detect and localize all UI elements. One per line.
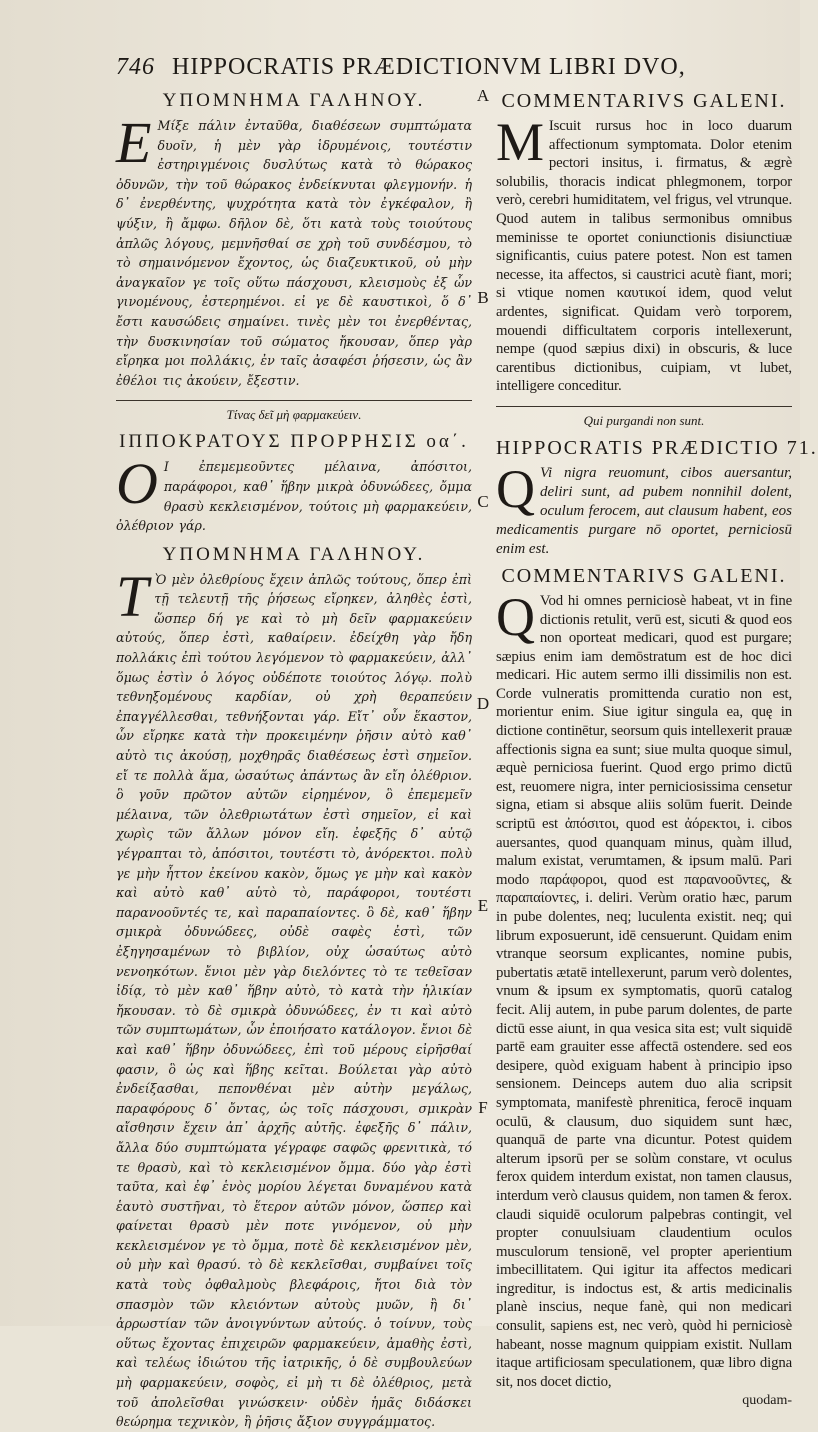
margin-letter-f: F	[478, 1098, 488, 1117]
latin-commentary2-text: Vod hi omnes perniciosè habeat, vt in fine dictionis retulit, verū est, sicuti & quod eos non oporteat medicari, quod est purgare; sæpius enim iam demōstratum est de hoc dici medicari. Hic autem sermo illi dissimilis non est. Corde vulneratis promittenda curatio non est, morientur enim. Siue igitur singula ea, quę in dictione continētur, seorsum quis intellexerit prauæ affectionis signa ea sunt; siue multa quoque simul, æquè perniciosa fuerint. Quod ergo primo dictū est, reuomere nigra, inter perniciosissima censetur signa, etiam si absque aliis solūm fuerit. Deinde scriptū est ἀπόσιτοι, quod est ἀόρεκτοι, i. cibos auersantes, quod quanquam minus, quàm illud, malum existat, verumtamen, & ipsum malū. Pari modo παράφοροι, quod est παρανοοῦντες, & παραπαίοντες, i. deliri. Verùm oratio hæc, parum in pube dolentes, neq; luculenta existit. neq; qui librum exposuerunt, idē censuerunt. Quidam enim vtranque seorsum explicantes, nomine pubis, pubertatis ætatē intellexerunt, parum verò dolentes, vnum & ipsum ex symptomatis, quorū catalog fecit. Alij autem, in pube parum dolentes, de parte dictū esse aiunt, in qua vesica sita est; vult siquidē partē eam grauiter esse affectā ostendere. sed eos desipere, quòd exiguam habent à principio ipso sensionem. Deinceps autem duo alia scripsit symptomata, manifestè phrenitica, ferocē inquam oculū, & clausum, duo siquidem sunt hæc, quanquā de parte vna dicuntur. Potest quidem alterum ipsorū per se solùm constare, vt oculus ferox quidem interdum existat, non tamen clausus, interdum verò clausus quidem, non tamen & ferox. claudi siquidē oculorum palpebras contingit, vel propter conuulsiuam claudentium oculos musculorum tensionē, vel propter aperientium imbecillitatem. Qui igitur ita affectos medicari ingreditur, is indoctus est, & artis medicinalis planè inscius, neque fanè, qui non medicari consulit, sapiens est, nec verò, quòd hi perniciosè habeant, nosse magnum quippiam existit. Nullam itaque artificiosam speculationem, quæ libro digna sit, nos docet dictio,	[496, 592, 792, 1390]
latin-aphorism	[496, 458, 792, 559]
greek-commentary2-dropcap: T	[116, 563, 149, 629]
greek-commentary2-title: ΥΠΟΜΝΗΜΑ ΓΑΛΗΝΟΥ.	[162, 543, 426, 565]
latin-commentary1-dropcap: M	[496, 112, 544, 172]
latin-commentary1-title: COMMENTARIVS GALENI.	[501, 90, 787, 112]
greek-commentary2-text: Ὸ μὲν ὀλεθρίους ἔχειν ἀπλῶς τούτους, ὅπερ ἐπὶ τῇ τελευτῇ τῆς ῥήσεως εἴρηκεν, ἀληθὲς ἐστὶ, ὥσπερ δή γε καὶ τὸ μὴ δεῖν φαρμακεύειν αὐτούς, ὅπερ ἐστὶ, καθαίρειν. ἐδείχθη γὰρ ἤδη πολλάκις ἐπὶ τούτου λεγόμενον τὸ φαρμακεύειν, ἀλλ᾽ ὅμως ἐστὶν ὁ λόγος οὐδέποτε τοιούτος λόγῳ. πολὺ τεθνηξομένους καρδίαν, οὐ χρὴ θεραπεύειν ἐπαγγέλλεσθαι, τεθνήξονται γάρ. Εἴτ᾽ οὖν ἕκαστον, ὧν εἴρηκε κατὰ τὴν προκειμένην ῥῆσιν αὐτὸ καθ᾽ αὑτὸ τις ἀκούσῃ, μοχθηρᾶς διαθέσεως ἐστὶ σημεῖον. εἴ τε πολλὰ ἅμα, ὡσαύτως ἀπάντως ἂν εἴη ὀλέθριον. ὃ γοῦν πρῶτον αὐτῶν εἰρημένον, ὃ ἐπεμεμεῖν μέλαινα, τῶν ὀλεθριωτάτων ἐστὶ σημεῖον, εἰ καὶ χωρὶς τῶν ἄλλων μόνον εἴη. ἐφεξῆς δ᾽ αὐτῷ γέγραπται τὸ, ἀπόσιτοι, τουτέστι τὸ, ἀνόρεκτοι. πολὺ γε μὴν ἧττον ἐκείνου κακὸν, ὅμως γε μὴν καὶ κακὸν καὶ αὐτὸ καθ᾽ αὑτὸ τὸ, παράφοροι, τουτέστι παρανοοῦντές τε, καὶ παραπαίοντες. ὃ δὲ, καθ᾽ ἥβην σμικρὰ ὀδυνώδεες, οὐδὲ σαφὲς ἐστὶ, τῶν ἐξηγησαμένων τὸ βιβλίον, οὐχ ὡσαύτως αὐτὸ νενοηκότων. ἔνιοι μὲν γὰρ διελόντες τὸ τε τεθεῖσαν ἰδίᾳ, τὸ μὲν καθ᾽ ἥβην αὐτὸ, τὸ κατὰ τὴν ἡλικίαν ἤκουσαν. τὸ δὲ σμικρὰ ὀδυνώδεες, ἐν τι καὶ αὐτὸ τῶν συμπτωμάτων, ὧν ἐποιήσατο κατάλογον. ἔνιοι δὲ καὶ καθ᾽ ἥβην ὀδυνώδεες, ἐπὶ τοῦ μέρους εἰρῆσθαί φασιν, ὃ ὡς καὶ ἥβης κεῖται. Βούλεται γὰρ αὐτὸ ἐνδείξασθαι, πεπονθέναι μὲν αὐτὴν μεγάλως, παραφόρους δ᾽ ὄντας, ὡς τοῖς πάσχουσι, σμικρὰν αἴσθησιν ἔχειν ἀπ᾽ ἀρχῆς αὐτῆς. ἐφεξῆς δ᾽ πάλιν, ἄλλα δύο συμπτώματα γέγραφε σαφῶς φρενιτικὰ, τό τε θρασὺ, καὶ τὸ κεκλεισμένον ὄμμα. δύο γὰρ ἐστὶ ταῦτα, καὶ ἐφ᾽ ἑνὸς μορίου λέγεται δυναμένου κατὰ ἑαυτὸ συστῆναι, τὸ ἕτερον αὐτῶν μόνον, ὥσπερ καὶ φαίνεται θρασὺ μὲν ποτε γινόμενον, οὐ μὴν κεκλεισμένον γε τὸ ὄμμα, ποτὲ δὲ κεκλεισμένον μὲν, οὐ μὴν καὶ θρασύ. τὸ δὲ κεκλεῖσθαι, συμβαίνει τοῖς κατὰ τοὺς ὀφθαλμοὺς βλεφάροις, ἤτοι διὰ τὸν σπασμὸν τῶν κλειόντων αὐτοὺς μυῶν, ἢ δι᾽ ἀρρωστίαν τῶν ἀνοιγνύντων αὐτούς. ὁ τοίνυν, τοὺς οὕτως ἔχοντας ἐπιχειρῶν φαρμακεύειν, ἀμαθὴς ἐστὶ, καὶ τελέως ἰδιώτου τῆς ἰατρικῆς, ὁ δὲ συμβουλεύων μὴ φαρμακεύειν, σοφὸς, εἰ μὴ τι δὲ ὀλέθριος, μετὰ τοῦ ἀπολεῖσθαι γινώσκειν· οὐδὲν ἡμᾶς διδάσκει θεώρημα τεχνικὸν, ἢ ῥῆσις ἄξιον συγγράμματος.	[116, 571, 472, 1430]
greek-commentary1-dropcap: E	[116, 110, 152, 175]
latin-commentary1	[496, 112, 792, 396]
catchword: quodam-	[742, 1393, 792, 1409]
margin-letter-e: E	[477, 896, 489, 915]
greek-commentary1-text: Μίξε πάλιν ἐνταῦθα, διαθέσεων συμπτώματα δυοῖν, ἡ μὲν γὰρ ἱδρυμένοις, τουτέστιν ἐστηριγμένοις δυσλύτως κατὰ τὸ θώρακος ὀδυνῶν, τὴν τοῦ θώρακος ἐνδείκνυται φλεγμονήν. ἡ δ᾽ ἐνερθέντης, ψυχρότητα κατὰ τὸν ἐγκέφαλον, ἢ ψύξιν, ἢ ἄμφω. δῆλον δὲ, ὅτι κατὰ τοὺς τοιούτους ἀπλῶς λόγους, μεμνῆσθαί σε χρὴ τοῦ συνδέσμου, τὸ τὸ σημαινόμενον ἔχοντος, ὡς διαζευκτικοῦ, οὐ μὴν ἀναγκαῖον γε τοῖς οὕτω πάσχουσι, κλεισμοὺς ἐξ ὧν γινομένους, ἐστερημένοι. εἰ γε δὲ καυστικοὶ, ὅ δ᾽ ἔστι καυσώδεις σημαίνει. τινὲς μὲν τοι ἐνερθέντας, τὴν δυσκινησίαν τοῦ σώματος ἤκουσαν, ὅπερ γὰρ εἴρηκα μοι πολλάκις, ἐν ταῖς ἀσαφέσι ῥήσεσιν, ὡς ἂν ἐθέλοι τις ἀκούειν, ἔξεστιν.	[116, 118, 472, 388]
divider-rule-left	[116, 400, 472, 401]
margin-letter-b: B	[477, 288, 489, 307]
running-title: HIPPOCRATIS PRÆDICTIONVM LIBRI DVO,	[172, 54, 686, 80]
latin-commentary1-text: Iscuit rursus hoc in loco duarum affectionum symptomata. Dolor etenim pectori insitus, i. firmatus, & ægrè solubilis, thoracis indicat phlegmonem, torpor verò, cerebri humiditatem, vel frigus, vel vtrunque. Quod autem in talibus sermonibus omnibus meminisse te oportet coniunctionis disiunctiuæ significantis, cuius patere potest. Non est tamen necesse, ita affectos, si caustrici acutè fiant, mori; si vtique nomen καυτικοί idem, quod velut ardentes, significat. Quidam verò torporem, mouendi difficultatem corporis intellexerunt, nempe (quod sæpius dixi) in obscuris, & luce carentibus dictionibus, cuipiam, vt lubet, intelligere conceditur.	[496, 118, 792, 395]
margin-letter-c: C	[477, 492, 489, 511]
page-number: 746	[116, 54, 155, 80]
divider-rule-right	[496, 406, 792, 407]
running-header	[116, 54, 786, 86]
latin-aphorism-dropcap: Q	[496, 458, 535, 519]
margin-letters	[472, 0, 494, 1326]
margin-letter-a: A	[476, 86, 490, 105]
greek-commentary2	[116, 563, 472, 1432]
greek-commentary1-title: ΥΠΟΜΝΗΜΑ ΓΑΛΗΝΟΥ.	[162, 90, 426, 111]
latin-aphorism-title: HIPPOCRATIS PRÆDICTIO 71.	[496, 436, 818, 459]
latin-commentary2	[496, 586, 792, 1392]
latin-commentary2-dropcap: Q	[496, 586, 535, 647]
greek-aphorism-dropcap: O	[116, 451, 158, 517]
latin-column	[496, 90, 818, 1409]
latin-commentary2-title: COMMENTARIVS GALENI.	[501, 564, 787, 587]
greek-aphorism-text: Ι ἐπεμεμεοῦντες μέλαινα, ἀπόσιτοι, παράφοροι, καθ᾽ ἥβην μικρὰ ὀδυνώδεες, ὄμμα θρασὺ κεκλεισμένον, τούτοις μὴ φαρμακεύειν, ὀλέθριον γάρ.	[116, 459, 472, 534]
greek-column	[116, 90, 472, 1432]
greek-aphorism-title: ΙΠΠΟΚΡΑΤΟΥΣ ΠΡΟΡΡΗΣΙΣ οα΄.	[119, 431, 469, 453]
margin-letter-d: D	[476, 694, 490, 713]
greek-aphorism	[116, 451, 472, 535]
greek-commentary1	[116, 110, 472, 390]
latin-aphorism-subtitle: Qui purgandi non sunt.	[583, 412, 705, 428]
greek-aphorism-subtitle: Τίνας δεῖ μὴ φαρμακεύειν.	[226, 407, 362, 423]
latin-aphorism-text: Vi nigra reuomunt, cibos auersantur, deliri sunt, ad pubem nonnihil dolent, oculum ferocem, aut clausum habent, eos medicamentis purgare nō oportet, perniciosū enim est.	[496, 464, 792, 557]
